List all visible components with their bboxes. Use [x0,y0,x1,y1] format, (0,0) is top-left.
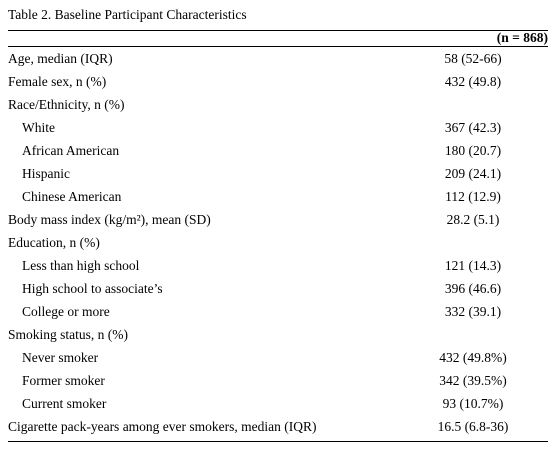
header-n-cell: (n = 868) [496,30,548,45]
row-value: 396 (46.6) [444,280,502,296]
row-label: Less than high school [22,257,140,273]
table-row [8,208,548,231]
table-row [8,162,548,185]
row-label: Age, median (IQR) [8,50,113,66]
row-label: Never smoker [22,350,99,366]
table-row [8,324,548,347]
row-label: Former smoker [22,373,105,389]
row-label: Smoking status, n (%) [8,327,128,343]
row-label: Chinese American [22,188,122,204]
table-row [8,301,548,324]
row-value: 58 (52-66) [444,50,502,66]
row-value: 342 (39.5%) [439,373,507,389]
table-row [8,416,548,439]
table-row [8,370,548,393]
row-value: 16.5 (6.8-36) [437,419,509,435]
row-label: Race/Ethnicity, n (%) [8,96,125,112]
table-row [8,93,548,116]
baseline-characteristics-table [8,30,548,442]
table-row [8,347,548,370]
row-value: 209 (24.1) [444,165,502,181]
table-bottom-rule [8,441,548,442]
row-label: Hispanic [22,165,70,181]
row-label: College or more [22,304,110,320]
table-row [8,116,548,139]
table-row [8,231,548,254]
row-value: 432 (49.8%) [439,350,507,366]
table-row [8,393,548,416]
table-body [8,47,548,439]
row-label: African American [22,142,120,158]
row-value: 432 (49.8) [444,73,502,89]
row-label: Current smoker [22,396,107,412]
table-row [8,254,548,277]
table-caption: Table 2. Baseline Participant Characteristics [8,7,247,22]
table-row [8,185,548,208]
row-label: Body mass index (kg/m²), mean (SD) [8,211,211,227]
row-label: Cigarette pack-years among ever smokers, median (IQR) [8,419,317,435]
row-label: White [22,119,55,135]
table-header-row [8,31,548,46]
table-row [8,139,548,162]
table-row [8,47,548,70]
table-row [8,70,548,93]
row-value: 112 (12.9) [445,188,501,204]
row-label: Female sex, n (%) [8,73,107,89]
row-value: 28.2 (5.1) [446,211,500,227]
row-value: 332 (39.1) [444,304,502,320]
row-label: Education, n (%) [8,234,100,250]
table-row [8,277,548,300]
row-value: 121 (14.3) [444,257,502,273]
row-value: 180 (20.7) [444,142,502,158]
row-value: 93 (10.7%) [442,396,504,412]
row-value: 367 (42.3) [444,119,502,135]
row-label: High school to associate’s [22,280,163,296]
